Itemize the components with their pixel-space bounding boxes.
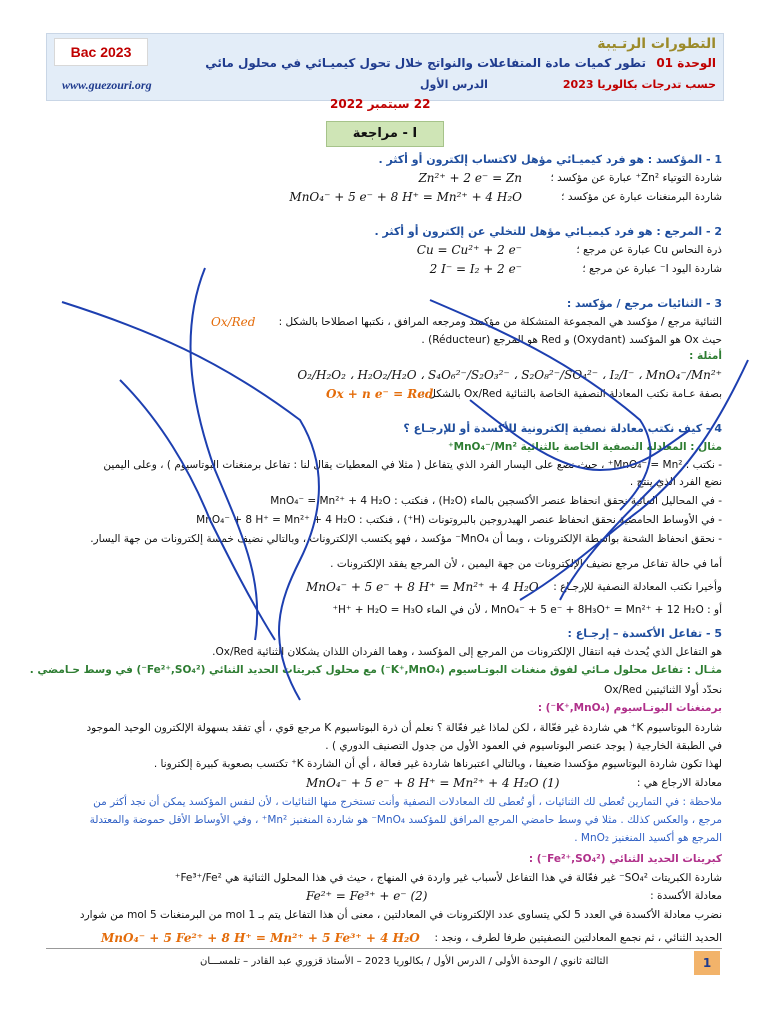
line-text: شاردة اليود I⁻ عبارة عن مرجع ؛ bbox=[582, 263, 722, 275]
page-number: 1 bbox=[694, 951, 720, 975]
line-text: مثال : المعادلة النصفية الخاصة بالثنائية MnO₄⁻/Mn²⁺ bbox=[448, 441, 722, 453]
text-line bbox=[46, 475, 722, 493]
text-line bbox=[46, 190, 722, 208]
text-line bbox=[46, 683, 722, 701]
line-text: نضرب معادلة الأكسدة في العدد 5 لكي يتساوى عدد الإلكترونات في المعادلتين ، معنى أن هذا التفاعل يتم بـ 1 mol من البرمنغنات 5 mol من شوارد bbox=[79, 909, 722, 921]
text-line bbox=[46, 557, 722, 575]
equation: Zn²⁺ + 2 e⁻ = Zn bbox=[418, 171, 522, 185]
line-text: أمثلة : bbox=[689, 350, 722, 362]
equation: MnO₄⁻ + 5 e⁻ + 8 H⁺ = Mn²⁺ + 4 H₂O bbox=[289, 190, 522, 204]
text-line bbox=[46, 931, 722, 949]
footer-text: الثالثة ثانوي / الوحدة الأولى / الدرس الأول / بكالوريا 2023 – الأستاذ قزوري عبد القادر – تلمســـان bbox=[200, 956, 609, 967]
line-text: لهذا تكون شاردة البوتاسيوم مؤكسدا ضعيفا ، وبالتالي اعتبرناها شاردة غير فعالة ، أي أن الشاردة K⁺ تكتسب بصعوبة كبيرة إلكترونا . bbox=[153, 758, 722, 770]
text-line bbox=[46, 532, 722, 550]
line-text: حيث Ox هو المؤكسد (Oxydant) و Red هو المرجع (Réducteur) . bbox=[421, 334, 722, 346]
text-line bbox=[46, 721, 722, 739]
equation: Ox + n e⁻ = Red bbox=[326, 387, 434, 401]
equation: MnO₄⁻ + 5 Fe²⁺ + 8 H⁺ = Mn²⁺ + 5 Fe³⁺ + 4 H₂O bbox=[101, 931, 420, 945]
line-text: في الطبقة الخارجية ( يوجد عنصر البوتاسيوم في العمود الأول من جدول التصنيف الدوري ) . bbox=[325, 740, 722, 752]
line-text: - في المحاليل المائية نحقق انحفاظ عنصر الأكسجين بالماء (H₂O) ، فنكتب : MnO₄⁻ = Mn²⁺ + 4 H₂O bbox=[270, 495, 722, 507]
line-text: نحدّد أولا الثنائيتين Ox/Red bbox=[604, 684, 722, 696]
section-title: I - مراجعة bbox=[326, 121, 444, 147]
line-text: 5 - تفاعل الأكسدة – إرجـاع : bbox=[567, 627, 722, 640]
text-line bbox=[46, 603, 722, 621]
line-text: مرجع ، والعكس كذلك . مثلا في وسط حامضي المرجع المرافق للمؤكسد MnO₄⁻ هو شاردة المنغنيز Mn²⁺ ، وفي الأوساط الأقل حموضة والمعتدلة bbox=[89, 814, 722, 826]
text-line bbox=[46, 243, 722, 261]
text-line bbox=[46, 831, 722, 849]
line-text: 3 - الثنائيات مرجع / مؤكسد : bbox=[566, 297, 722, 310]
bac-badge: Bac 2023 bbox=[54, 38, 148, 66]
text-line bbox=[46, 440, 722, 458]
equation: MnO₄⁻ + 5 e⁻ + 8 H⁺ = Mn²⁺ + 4 H₂O bbox=[306, 580, 539, 594]
text-line bbox=[46, 889, 722, 907]
program-label: حسب تدرجات بكالوريا 2023 bbox=[562, 78, 716, 91]
unit-label: الوحدة 01 bbox=[656, 56, 716, 70]
text-line bbox=[46, 171, 722, 189]
equation: O₂/H₂O₂ ، H₂O₂/H₂O ، S₄O₆²⁻/S₂O₃²⁻ ، S₂O₈²⁻/SO₄²⁻ ، I₂/I⁻ ، MnO₄⁻/Mn²⁺ bbox=[297, 368, 722, 382]
header-date: 22 سبتمبر 2022 bbox=[330, 97, 431, 111]
line-text: شاردة البرمنغنات عبارة عن مؤكسد ؛ bbox=[561, 191, 722, 203]
line-text: معادلة الأكسدة : bbox=[650, 890, 722, 902]
line-text: معادلة الارجاع هي : bbox=[636, 777, 722, 789]
line-text: - في الأوساط الحامضية نحقق انحفاظ عنصر الهيدروجين بالبروتونات (H⁺) ، فنكتب : MnO₄⁻ + 8 H⁺ = Mn²⁺ + 4 H₂O bbox=[196, 514, 722, 526]
line-text: شاردة البوتاسيوم K⁺ هي شاردة غير فعّالة ، لكن لماذا غير فعّالة ؟ نعلم أن ذرة البوتاسيوم K مرجع قوي ، أي تفقد بسهولة الإلكترون الوحيد الموجود bbox=[86, 722, 722, 734]
text-line bbox=[46, 513, 722, 531]
line-text: بصفة عـامة نكتب المعادلة النصفية الخاصة بالثنائية Ox/Red بالشكل : bbox=[421, 388, 722, 400]
line-text: كبريتات الحديد الثنائي (Fe²⁺,SO₄²⁻) : bbox=[528, 853, 722, 865]
text-line bbox=[46, 795, 722, 813]
line-text: الحديد الثنائي ، ثم نجمع المعادلتين النصفيتين طرفا لطرف ، ونجد : bbox=[434, 932, 722, 944]
line-text: أو : MnO₄⁻ + 5 e⁻ + 8H₃O⁺ = Mn²⁺ + 12 H₂O ، لأن في الماء H⁺ + H₂O = H₃O⁺ bbox=[332, 604, 722, 616]
line-text: شاردة التوتياء Zn²⁺ عبارة عن مؤكسد ؛ bbox=[550, 172, 722, 184]
equation: Cu = Cu²⁺ + 2 e⁻ bbox=[416, 243, 522, 257]
header-title: التطورات الرتـيبة bbox=[597, 36, 716, 52]
line-text: الثنائية مرجع / مؤكسد هي المجموعة المتشكلة من مؤكسد ومرجعه المرافق ، نكتبها اصطلاحا بالشكل : bbox=[278, 316, 722, 328]
text-line bbox=[46, 368, 722, 386]
line-text: شاردة الكبريتات SO₄²⁻ غير فعّالة في هذا التفاعل لأسباب غير واردة في المنهاج ، حيث في هذا المحلول الثنائية هي Fe³⁺/Fe²⁺ bbox=[174, 872, 722, 884]
line-text: - نكتب : MnO₄⁻ = Mn²⁺ ، حيث نضع على اليسار الفرد الذي يتفاعل ( مثلا في المعطيات يقال لنا : تفاعل برمنغنات البوتاسيوم ) ، وعلى اليمين bbox=[103, 459, 722, 471]
text-line bbox=[46, 757, 722, 775]
lesson-label: الدرس الأول bbox=[420, 78, 488, 91]
line-text: مثـال : تفاعل محلول مـائي لفوق منغنات البوتـاسيوم (K⁺,MnO₄⁻) مع محلول كبريتات الحديد الثنائي (Fe²⁺,SO₄²⁻) في وسط حـامضي . bbox=[29, 664, 722, 676]
equation: 2 I⁻ = I₂ + 2 e⁻ bbox=[429, 262, 522, 276]
text-line bbox=[46, 262, 722, 280]
line-text: برمنغنات البوتـاسيوم (K⁺,MnO₄⁻) : bbox=[537, 702, 722, 714]
header-subtitle: تطور كميات مادة المتفاعلات والنواتج خلال تحول كيميـائي في محلول مائي bbox=[205, 56, 646, 70]
text-line bbox=[46, 871, 722, 889]
text-line bbox=[46, 580, 722, 598]
line-text: 1 - المؤكسد : هو فرد كيميـائي مؤهل لاكتساب إلكترون أو أكثر . bbox=[378, 153, 722, 166]
line-text: نضع الفرد الذي ينتج . bbox=[629, 476, 722, 488]
text-line bbox=[46, 458, 722, 476]
line-text: 4 - كيف نكتب معادلة نصفية إلكترونية للأكسدة أو للإرجـاع ؟ bbox=[403, 422, 722, 435]
text-line bbox=[29, 663, 722, 681]
site-url[interactable]: www.guezouri.org bbox=[62, 78, 152, 92]
text-line bbox=[46, 153, 722, 171]
text-line bbox=[46, 852, 722, 870]
line-text: 2 - المرجع : هو فرد كيميـائي مؤهل للتخلي عن إلكترون أو أكثر . bbox=[374, 225, 722, 238]
equation: MnO₄⁻ + 5 e⁻ + 8 H⁺ = Mn²⁺ + 4 H₂O (1) bbox=[306, 776, 560, 790]
text-line bbox=[46, 297, 722, 315]
text-line bbox=[46, 422, 722, 440]
footer-divider bbox=[46, 948, 722, 949]
text-line bbox=[46, 627, 722, 645]
line-text: - نحقق انحفاظ الشحنة بواسطة الإلكترونات ، وبما أن MnO₄⁻ مؤكسد ، فهو يكتسب الإلكترونات ، وبالتالي نضيف خمسة إلكترونات من جهة اليسار. bbox=[90, 533, 722, 545]
line-text: المرجع هو أكسيد المنغنيز MnO₂ . bbox=[574, 832, 722, 844]
line-text: وأخيرا نكتب المعادلة النصفية للإرجـاع : bbox=[553, 581, 722, 593]
line-text: ذرة النحاس Cu عبارة عن مرجع ؛ bbox=[576, 244, 722, 256]
line-text: ملاحظة : في التمارين تُعطى لك الثنائيات ، أو تُعطى لك المعادلات النصفية وأنت تستخرج منها الثنائيات ، لأن لنفس المؤكسد يمكن أن نجد أكثر من bbox=[93, 796, 722, 808]
equation: Ox/Red bbox=[211, 315, 256, 329]
text-line bbox=[46, 494, 722, 512]
text-line bbox=[46, 349, 722, 367]
text-line bbox=[46, 701, 722, 719]
text-line bbox=[46, 225, 722, 243]
text-line bbox=[46, 908, 722, 926]
text-line bbox=[46, 645, 722, 663]
text-line bbox=[46, 387, 722, 405]
line-text: هو التفاعل الذي يُحدث فيه انتقال الإلكترونات من المرجع إلى المؤكسد ، وهما الفردان اللذان يشكلان الثنائية Ox/Red. bbox=[212, 646, 722, 658]
text-line bbox=[46, 813, 722, 831]
text-line bbox=[46, 739, 722, 757]
text-line bbox=[46, 776, 722, 794]
line-text: أما في حالة تفاعل مرجع نضيف الإلكترونات من جهة اليمين ، لأن المرجع يفقد الإلكترونات . bbox=[330, 558, 722, 570]
text-line bbox=[46, 315, 722, 333]
equation: Fe²⁺ = Fe³⁺ + e⁻ (2) bbox=[306, 889, 428, 903]
